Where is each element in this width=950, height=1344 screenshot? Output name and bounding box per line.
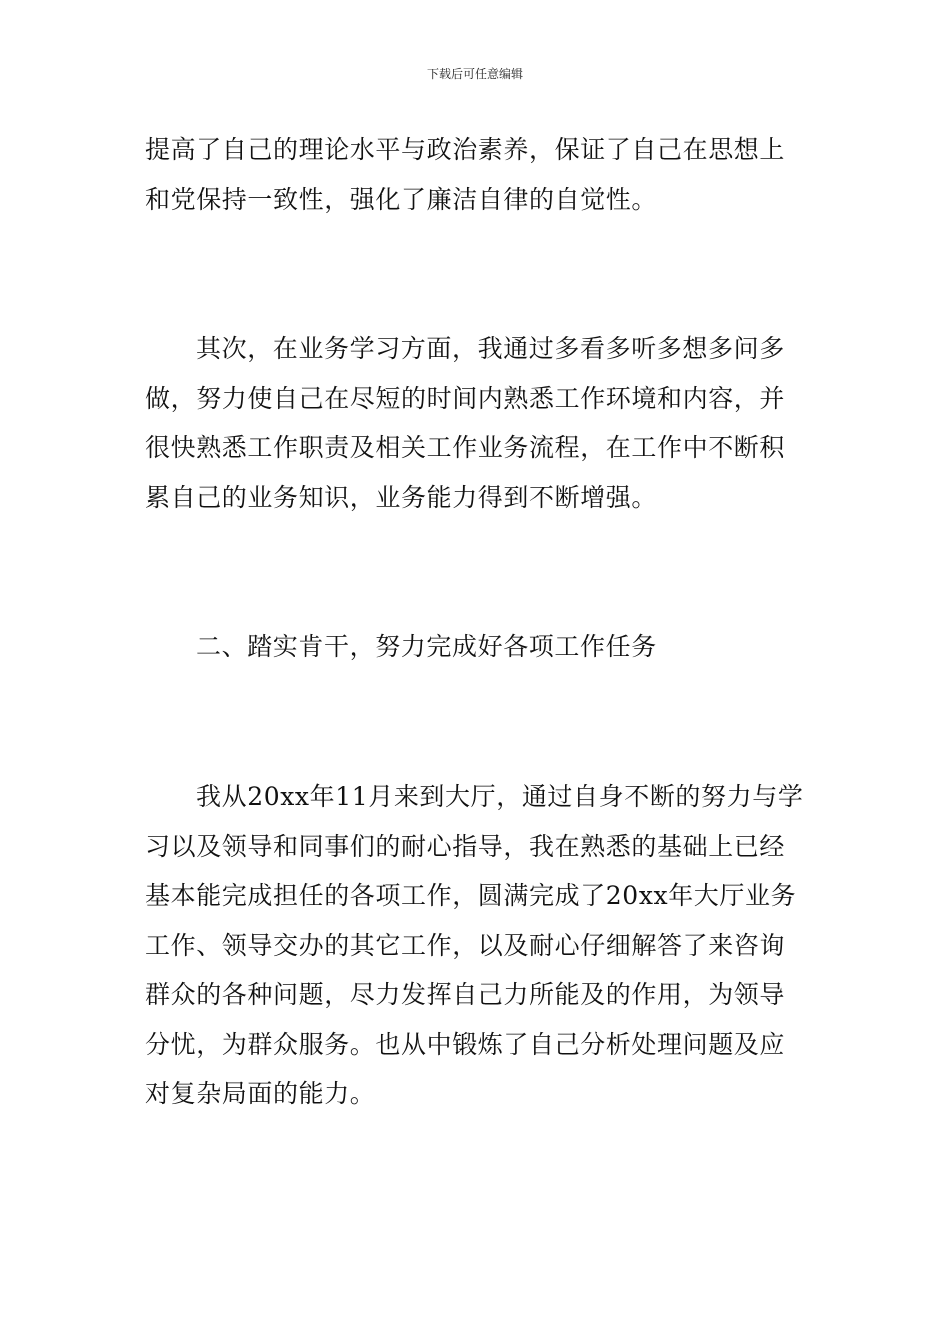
paragraph-line: 对复杂局面的能力。: [145, 1079, 376, 1108]
paragraph-line: 和党保持一致性，强化了廉洁自律的自觉性。: [145, 184, 658, 214]
paragraph-line: 基本能完成担任的各项工作，圆满完成了20xx年大厅业务: [145, 881, 797, 910]
paragraph-line: 其次，在业务学习方面，我通过多看多听多想多问多: [196, 334, 785, 363]
paragraph-1: [145, 125, 807, 224]
paragraph-line: 群众的各种问题，尽力发挥自己力所能及的作用，为领导: [145, 980, 786, 1009]
paragraph-line: 很快熟悉工作职责及相关工作业务流程，在工作中不断积: [145, 433, 786, 462]
paragraph-line: 工作、领导交办的其它工作，以及耐心仔细解答了来咨询: [145, 930, 786, 960]
paragraph-line: 分忧，为群众服务。也从中锻炼了自己分析处理问题及应: [145, 1029, 786, 1059]
paragraph-2: [145, 324, 807, 522]
paragraph-line: 我从20xx年11月来到大厅，通过自身不断的努力与学: [196, 782, 804, 811]
section-heading-2: [145, 622, 807, 672]
paragraph-3: [145, 772, 807, 1119]
paragraph-line: 累自己的业务知识，业务能力得到不断增强。: [145, 482, 658, 512]
paragraph-line: 做，努力使自己在尽短的时间内熟悉工作环境和内容，并: [145, 383, 786, 413]
paragraph-line: 提高了自己的理论水平与政治素养，保证了自己在思想上: [145, 135, 786, 164]
paragraph-line: 习以及领导和同事们的耐心指导，我在熟悉的基础上已经: [145, 831, 786, 861]
section-heading-text: 二、踏实肯干，努力完成好各项工作任务: [196, 632, 657, 661]
page-header-note: 下载后可任意编辑: [426, 67, 523, 81]
